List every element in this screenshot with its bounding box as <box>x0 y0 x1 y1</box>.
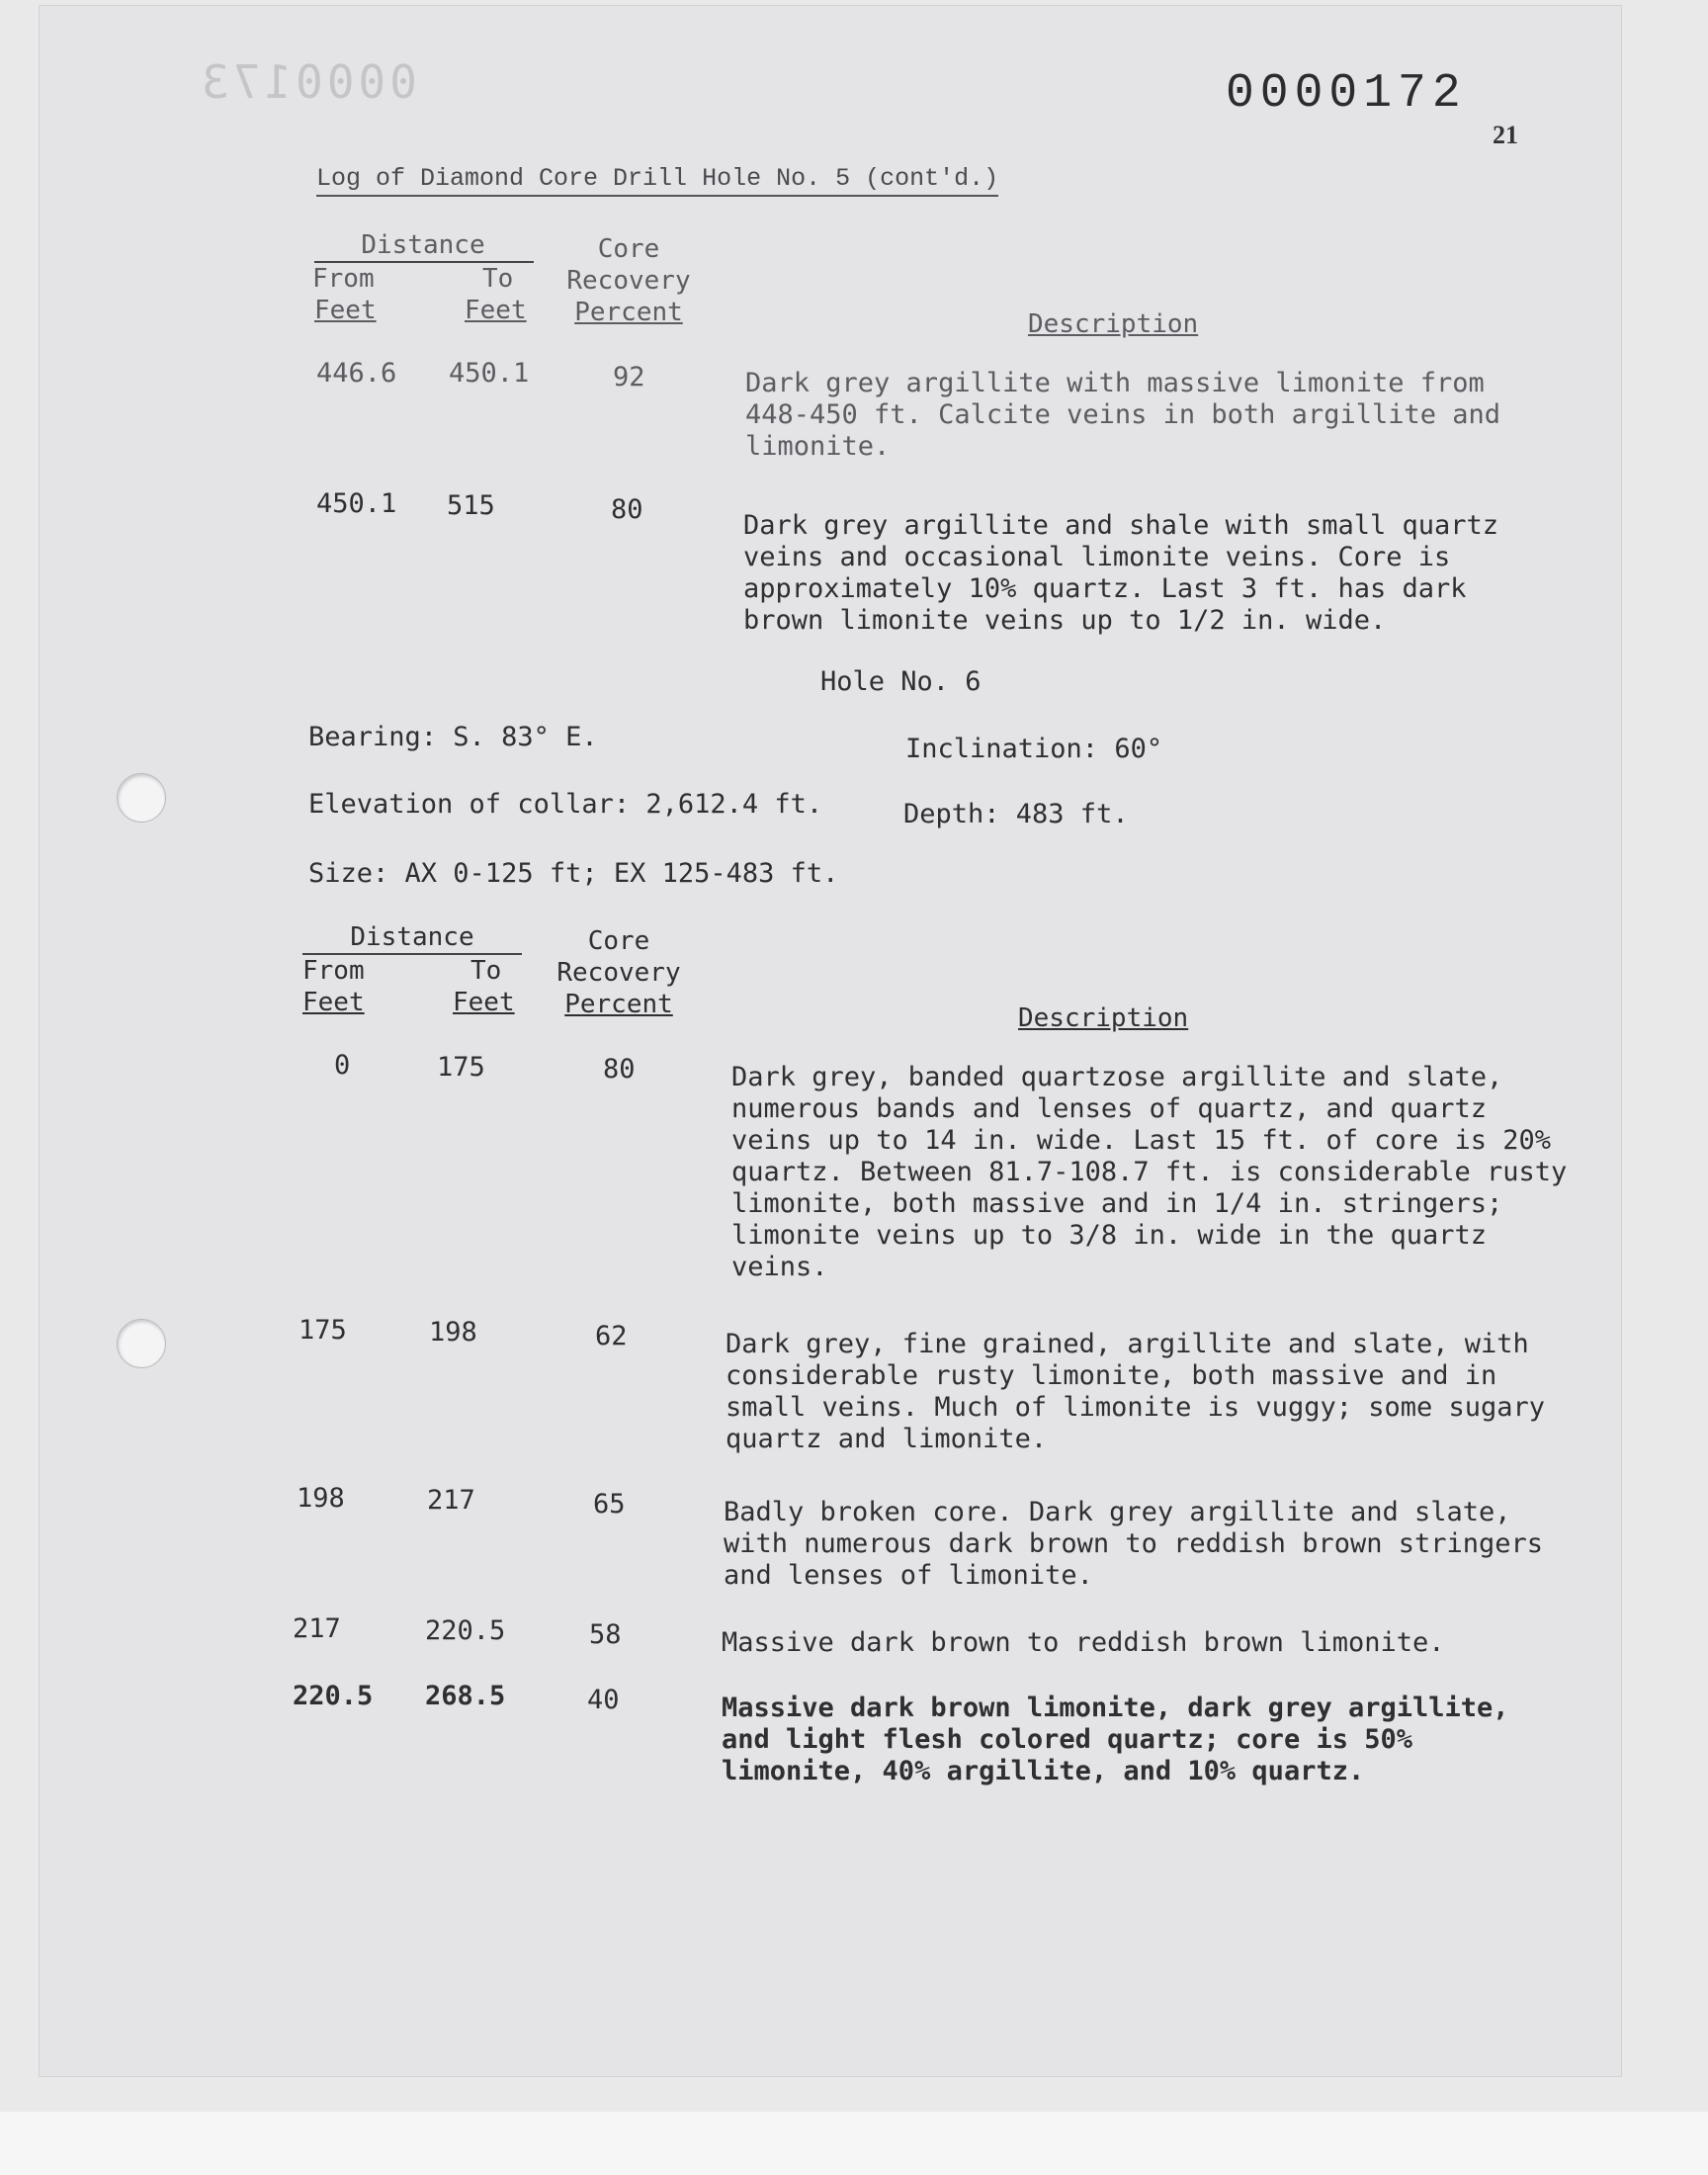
core-header-2: Core <box>587 926 650 956</box>
table-cell-recovery: 80 <box>603 1054 636 1085</box>
recovery-header-1: Recovery <box>566 266 691 296</box>
table-cell-from: 450.1 <box>316 488 397 519</box>
hole-heading: Hole No. 6 <box>820 666 982 697</box>
table-cell-from: 217 <box>293 1613 341 1644</box>
depth: Depth: 483 ft. <box>903 799 1129 829</box>
table-cell-from: 198 <box>297 1483 345 1514</box>
table-cell-recovery: 80 <box>611 494 643 525</box>
document-stamp-number: 0000172 <box>1226 67 1467 121</box>
percent-header-1: Percent <box>574 298 683 327</box>
table-cell-to: 515 <box>447 490 495 521</box>
distance-header-2: Distance <box>350 922 474 952</box>
punch-hole-bottom <box>117 1319 166 1368</box>
table-cell-to: 175 <box>437 1052 485 1083</box>
table-cell-from: 446.6 <box>316 358 397 389</box>
table-cell-description: Dark grey argillite and shale with small quartz veins and occasional limonite veins. Core is approximately 10% quartz. Last 3 ft. has dark brown limonite veins up to 1/2 in. wide. <box>743 510 1499 636</box>
table-cell-description: Massive dark brown limonite, dark grey argillite, and light flesh colored quartz; core is 50% limonite, 40% argillite, and 10% quartz. <box>722 1693 1509 1786</box>
table-cell-from: 175 <box>299 1315 347 1346</box>
core-header-1: Core <box>597 234 660 264</box>
scanner-margin <box>0 2112 1708 2175</box>
description-header-1: Description <box>1028 309 1199 339</box>
distance-header-1: Distance <box>361 230 485 260</box>
description-header-2: Description <box>1018 1003 1189 1033</box>
table-cell-description: Badly broken core. Dark grey argillite and slate, with numerous dark brown to reddish brown stringers and lenses of limonite. <box>724 1497 1544 1591</box>
from-feet-header-1: Feet <box>314 296 377 325</box>
ghost-page-number: 0000173 <box>198 55 417 109</box>
punch-hole-top <box>117 773 166 823</box>
page-title: Log of Diamond Core Drill Hole No. 5 (cont'd.) <box>316 164 998 197</box>
to-feet-header-1: Feet <box>465 296 527 325</box>
from-header-2: From <box>302 956 365 986</box>
table-cell-recovery: 40 <box>587 1685 620 1715</box>
table-cell-recovery: 62 <box>595 1321 628 1351</box>
to-header-1: To <box>482 264 514 294</box>
table-cell-from: 0 <box>334 1050 351 1081</box>
table-cell-to: 198 <box>429 1317 477 1348</box>
percent-header-2: Percent <box>564 990 673 1019</box>
table-cell-recovery: 58 <box>589 1619 622 1650</box>
from-feet-header-2: Feet <box>302 988 365 1017</box>
table-cell-from: 220.5 <box>293 1681 374 1711</box>
table-cell-description: Dark grey, fine grained, argillite and slate, with considerable rusty limonite, both massive and in small veins. Much of limonite is vuggy; some sugary quartz and limonite. <box>726 1329 1546 1454</box>
size: Size: AX 0-125 ft; EX 125-483 ft. <box>308 858 839 889</box>
to-header-2: To <box>470 956 502 986</box>
inclination: Inclination: 60° <box>905 734 1163 764</box>
table-cell-description: Dark grey, banded quartzose argillite and slate, numerous bands and lenses of quartz, and quartz veins up to 14 in. wide. Last 15 ft. of core is 20% quartz. Between 81.7-108.7 ft. is considerable rusty limonite, both massive and in 1/4 in. stringers; limonite veins up to 3/8 in. wide in the quartz veins. <box>731 1062 1568 1282</box>
table-cell-recovery: 92 <box>613 362 645 392</box>
bearing: Bearing: S. 83° E. <box>308 722 598 752</box>
from-header-1: From <box>312 264 375 294</box>
table-cell-to: 220.5 <box>425 1615 506 1646</box>
to-feet-header-2: Feet <box>453 988 515 1017</box>
table-cell-to: 268.5 <box>425 1681 506 1711</box>
page-number: 21 <box>1493 121 1518 149</box>
table-cell-to: 217 <box>427 1485 475 1516</box>
recovery-header-2: Recovery <box>556 958 681 988</box>
elevation-of-collar: Elevation of collar: 2,612.4 ft. <box>308 789 823 820</box>
table-cell-description: Dark grey argillite with massive limonite from 448-450 ft. Calcite veins in both argillite and limonite. <box>745 368 1501 462</box>
table-cell-to: 450.1 <box>449 358 530 389</box>
table-cell-description: Massive dark brown to reddish brown limonite. <box>722 1627 1445 1658</box>
table-cell-recovery: 65 <box>593 1489 626 1520</box>
